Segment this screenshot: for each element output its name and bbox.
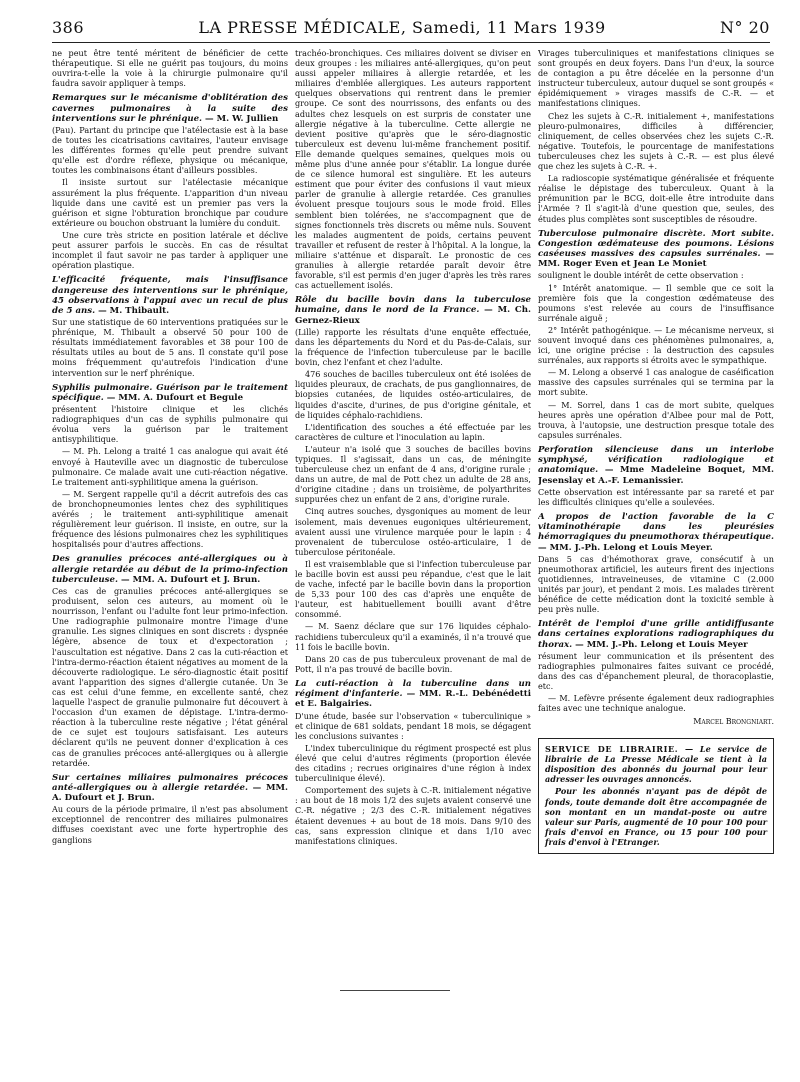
paragraph: L'identification des souches a été effectuée par les caractères de culture et l'inoculation au lapin. (295, 421, 531, 442)
paragraph: — M. Saenz déclare que sur 176 liquides céphalo-rachidiens tuberculeux qu'il a examinés, il n'a trouvé que 11 fois le bacille bovin. (295, 621, 531, 652)
heading-title: La cuti-réaction à la tuberculine dans un régiment d'infanterie. (295, 678, 531, 700)
box-title: SERVICE DE LIBRAIRIE. (545, 743, 679, 754)
page-header (52, 18, 770, 40)
heading-title: Tuberculose pulmonaire discrète. Mort subite. Congestion œdémateuse des poumons. Lésions caséeuses massives des capsules surrénales. (538, 228, 774, 259)
paragraph: Cinq autres souches, dysgoniques au moment de leur isolement, mais devenues eugoniques ultérieurement, avaient aussi une virulence marquée pour le lapin : 4 provenaient de tuberculose ostéo-articulaire, 1 de tuberculose péritonéale. (295, 506, 531, 557)
heading-title: A propos de l'action favorable de la C vitaminothérapie dans les pleurésies hémorragiques du pneumothorax thérapeutique. (538, 511, 774, 543)
heading-author: — MM. A. Dufourt et J. Brun. (120, 574, 261, 585)
paragraph: — M. Sergent rappelle qu'il a décrit autrefois des cas de bronchopneumonies lentes chez des syphilitiques avérés ; le traitement anti-syphilitique amenait régulièrement leur guérison. Il insiste, en outre, sur la fréquence des lésions pulmonaires chez les syphilitiques hospitalisés pour d'autres affections. (52, 488, 288, 550)
paragraph: Une cure très stricte en position latérale et déclive peut assurer parfois le succès. En cas de résultat incomplet il faut savoir ne pas tarder à appliquer une opération plastique. (52, 229, 288, 271)
box-text: — Le service de librairie de La Presse Médicale se tient à la disposition des abonnés du journal pour leur adresser les ouvrages annoncés. (545, 743, 767, 785)
issue-number: N° 20 (720, 18, 770, 37)
section-heading (538, 229, 774, 270)
section-heading (52, 275, 288, 316)
section-heading (52, 93, 288, 124)
section-heading (538, 512, 774, 553)
heading-title: Remarques sur le mécanisme d'oblitération des cavernes pulmonaires à la suite des interventions sur le phrénique. (52, 93, 288, 124)
article-columns (52, 48, 774, 988)
heading-title: Sur certaines miliaires pulmonaires précoces anté-allergiques ou à allergie retardée. (52, 772, 288, 793)
column-3 (538, 48, 774, 988)
section-heading (52, 383, 288, 403)
heading-author: — MM. A. Dufourt et Begule (106, 392, 244, 403)
heading-author: — MM. J.-Ph. Lelong et Louis Meyer. (538, 542, 713, 553)
paragraph: Cette observation est intéressante par sa rareté et par les difficultés cliniques qu'elle a soulevées. (538, 486, 774, 507)
paragraph: présentent l'histoire clinique et les clichés radiographiques d'un cas de syphilis pulmonaire qui évolua vers la guérison par le traitement antisyphilitique. (52, 404, 288, 445)
paragraph: Il insiste surtout sur l'atélectasie mécanique assurément la plus fréquente. L'apparition d'un niveau liquide dans une cavité est un premier pas vers la guérison et signe l'obturation bronchique par coudure extérieure ou bouchon obstruant la lumière du conduit. (52, 177, 288, 228)
paragraph: Comportement des sujets à C.-R. initialement négative : au bout de 18 mois 1/2 des sujets avaient conservé une C.-R. négative ; 2/3 des C.-R. initialement négatives étaient devenues + au bout de 18 mois. Dans 9/10 des cas, sans expression clinique et dans 1/10 avec manifestations cliniques. (295, 785, 531, 846)
heading-author: — MM. Roger Even et Jean Le Moniet (538, 249, 774, 270)
paragraph: Virages tuberculiniques et manifestations cliniques se sont groupés en deux foyers. Dans l'un d'eux, la source de contagion a pu être décelée en la personne d'un instructeur tuberculeux, autour duquel se sont groupés « épidémiquement » virages massifs de C.-R. — et manifestations cliniques. (538, 48, 774, 109)
paragraph: — M. Lefèvre présente également deux radiographies faites avec une technique analogue. (538, 693, 774, 714)
heading-author: — MM. R.-L. Debénédetti et E. Balgairies. (295, 689, 531, 710)
paragraph: — M. Ph. Lelong a traité 1 cas analogue qui avait été envoyé à Hauteville avec un diagnostic de tuberculose pulmonaire. Ce malade avait une cuti-réaction négative. Le traitement anti-syphilitique amena la guérison. (52, 446, 288, 487)
footer-rule (340, 990, 450, 991)
paragraph: Au cours de la période primaire, il n'est pas absolument exceptionnel de rencontrer des miliaires pulmonaires diffuses coexistant avec une forte hypertrophie des ganglions (52, 804, 288, 845)
box-text-2: Pour les abonnés n'ayant pas de dépôt de fonds, toute demande doit être accompagnée de son montant en un mandat-poste ou autre valeur sur Paris, augmenté de 10 pour 100 pour frais d'envoi en France, ou 15 pour 100 pour frais d'envoi à l'Etranger. (545, 786, 767, 848)
issue-date: Samedi, 11 Mars 1939 (412, 18, 606, 37)
heading-author: — MM. J.-Ph. Lelong et Louis Meyer (575, 639, 748, 650)
journal-date-line (198, 18, 605, 37)
author-signature: Marcel Brongniart. (693, 717, 774, 727)
paragraph: — M. Sorrel, dans 1 cas de mort subite, quelques heures après une opération d'Albee pour mal de Pott, trouva, à l'autopsie, une destruction presque totale des capsules surrénales. (538, 399, 774, 440)
section-heading (538, 619, 774, 650)
heading-author: — M. W. Jullien (205, 113, 279, 124)
paragraph: Il est vraisemblable que si l'infection tuberculeuse par le bacille bovin est aussi peu répandue, c'est que le lait de vache, infecté par le bacille bovin dans la proportion de 5,33 pour 100 des cas d'après une enquête de l'auteur, est habituellement bouilli avant d'être consommé. (295, 558, 531, 620)
section-heading (52, 554, 288, 585)
column-1 (52, 48, 288, 988)
section-heading (538, 445, 774, 486)
paragraph: soulignent le double intérêt de cette observation : (538, 270, 744, 281)
paragraph: Sur une statistique de 60 interventions pratiquées sur le phrénique, M. Thibault a observé 50 pour 100 de résultats immédiatement favorables et 38 pour 100 de résultats utiles au bout de 5 ans. Il constate qu'il pose moins fréquemment qu'autrefois l'indication d'une intervention sur le nerf phrénique. (52, 317, 288, 378)
heading-author: — MM. A. Dufourt et J. Brun. (52, 782, 288, 804)
header-rule (52, 42, 770, 43)
paragraph: (Pau). Partant du principe que l'atélectasie est à la base de toutes les cicatrisations cavitaires, l'auteur envisage les différentes formes qu'elle peut prendre suivant qu'elle est d'ordre réflexe, physique ou mécanique, toutes les combinaisons étant d'ailleurs possibles. (52, 124, 288, 176)
section-heading (295, 295, 531, 326)
heading-title: Des granulies précoces anté-allergiques ou à allergie retardée au début de la primo-infection tuberculeuse. (52, 554, 288, 585)
paragraph: Dans 5 cas d'hémothorax grave, consécutif à un pneumothorax artificiel, les auteurs firent des injections quotidiennes, intraveineuses, de vitamine C (2.000 unités par jour), et pendant 2 mois. Les malades tirèrent bénéfice de cette médication dont la toxicité semble à peu près nulle. (538, 553, 774, 615)
paragraph: Dans 20 cas de pus tuberculeux provenant de mal de Pott, il n'a pas trouvé de bacille bovin. (295, 653, 531, 674)
section-heading (295, 679, 531, 710)
journal-name: LA PRESSE MÉDICALE, (198, 18, 407, 37)
heading-title: Perforation silencieuse dans un interlobe symphysé, vérification radiologique et anatomique. (538, 444, 774, 476)
library-service-box (538, 738, 774, 854)
paragraph: (Lille) rapporte les résultats d'une enquête effectuée, dans les départements du Nord et du Pas-de-Calais, sur la fréquence de l'infection tuberculeuse par le bacille bovin, chez l'enfant et chez l'adulte. (295, 326, 531, 368)
heading-author: — Mme Madeleine Boquet, MM. Jesenslay et A.-F. Lemanissier. (538, 465, 774, 486)
paragraph: 1° Intérêt anatomique. — Il semble que ce soit la première fois que la congestion œdémateuse des poumons s'est relevée au cours de l'insuffisance surrénale aiguë ; (538, 282, 774, 323)
column-2 (295, 48, 531, 988)
paragraph: Ces cas de granulies précoces anté-allergiques se produisent, selon ces auteurs, au moment où le nourrisson, l'enfant ou l'adulte font leur primo-infection. Une radiographie pulmonaire montre l'image d'une granulie. Les signes cliniques en sont discrets : dyspnée légère, absence de toux et d'expectoration ; l'auscultation est négative. Dans 2 cas la cuti-réaction et l'intra-dermo-réaction étaient négatives au moment de la découverte radiologique. Le séro-diagnostic était positif avant l'apparition des signes d'allergie cutanée. Un 3e cas est celui d'une femme, en excellente santé, chez laquelle l'aspect de granulie pulmonaire fut découvert à l'occasion d'un examen de dépistage. L'intra-dermo-réaction à la tuberculine reste négative ; l'état général de ce sujet est toujours satisfaisant. Les auteurs déclarent qu'ils ne peuvent donner d'explication à ces cas de granulies précoces anté-allergiques ou à allergie retardée. (52, 586, 288, 768)
paragraph: 2° Intérêt pathogénique. — Le mécanisme nerveux, si souvent invoqué dans ces phénomènes pulmonaires, a, ici, une origine précise : la destruction des capsules surrénales, aux rapports si étroits avec le sympathique. (538, 324, 774, 366)
paragraph: La radioscopie systématique généralisée et fréquente réalise le dépistage des tuberculeux. Quant à la prémunition par le BCG, doit-elle être introduite dans l'Armée ? Il s'agit-là d'une question que, seules, des études plus complètes sont susceptibles de résoudre. (538, 173, 774, 224)
heading-title: Intérêt de l'emploi d'une grille antidiffusante dans certaines explorations radiographiques du thorax. (538, 619, 774, 650)
paragraph: Chez les sujets à C.-R. initialement +, manifestations pleuro-pulmonaires, difficiles à différencier, cliniquement, de celles observées chez les sujets C.-R. négative. Toutefois, le pourcentage de manifestations tuberculeuses chez les sujets à C.-R. — est plus élevé que chez les sujets à C.-R. +. (538, 110, 774, 172)
paragraph: ne peut être tenté méritent de bénéficier de cette thérapeutique. Si elle ne guérit pas toujours, du moins ouvrira-t-elle la voie à la chirurgie pulmonaire qu'il faudra savoir appliquer à temps. (52, 48, 288, 89)
paragraph: — M. Lelong a observé 1 cas analogue de caséification massive des capsules surrénales qui se termina par la mort subite. (538, 367, 774, 398)
heading-title: L'efficacité fréquente, mais l'insuffisance dangereuse des interventions sur le phrénique, 45 observations à l'appui avec un recul de plus de 5 ans. (52, 275, 288, 316)
paragraph: 476 souches de bacilles tuberculeux ont été isolées de liquides pleuraux, de crachats, de pus ganglionnaires, de biopsies cutanées, de liquides ostéo-articulaires, de liquides d'ascite, d'urines, de pus d'origine génitale, et de liquides céphalo-rachidiens. (295, 369, 531, 420)
paragraph: D'une étude, basée sur l'observation « tuberculinique » et clinique de 681 soldats, pendant 18 mois, se dégagent les conclusions suivantes : (295, 710, 531, 741)
heading-author: — M. Thibault. (98, 305, 170, 316)
heading-author: — M. Ch. Gernez-Rieux (295, 305, 531, 326)
paragraph: résument leur communication et ils présentent des radiographies pulmonaires faites suivant ce procédé, dans des cas d'épanchement pleural, de thoracoplastie, etc. (538, 650, 774, 692)
heading-title: Rôle du bacille bovin dans la tuberculose humaine, dans le nord de la France. (295, 295, 531, 316)
paragraph: L'index tuberculinique du régiment prospecté est plus élevé que celui d'autres régiments (proportion élevée des citadins ; recrues originaires d'une région à index tuberculinique élevé). (295, 742, 531, 784)
paragraph: L'auteur n'a isolé que 3 souches de bacilles bovins typiques. Il s'agissait, dans un cas, de méningite tuberculeuse chez un enfant de 4 ans, d'origine rurale ; dans un autre, de mal de Pott chez un adulte de 28 ans, d'origine citadine ; dans un troisième, de polyarthrites suppurées chez un enfant de 2 ans, d'origine rurale. (295, 443, 531, 505)
heading-title: Syphilis pulmonaire. Guérison par le traitement spécifique. (52, 382, 288, 403)
paragraph: trachéo-bronchiques. Ces miliaires doivent se diviser en deux groupes : les miliaires anté-allergiques, qu'on peut aussi appeler miliaires à allergie retardée, et les miliaires d'emblée allergiques. Les auteurs rapportent quelques observations qui rentrent dans le premier groupe. Ce sont des nourrissons, des enfants ou des adultes chez lesquels on est surpris de constater une allergie négative à la tuberculine. Cette allergie ne devient positive qu'après que le séro-diagnostic tuberculeux est devenu lui-même franchement positif. Elle demande quelques semaines, quelques mois ou même plus d'une année pour s'établir. La longue durée de ce silence humoral est singulière. Et les auteurs estiment que pour éviter des confusions il vaut mieux parler de granulie à allergie retardée. Ces granulies évoluent presque toujours sous le mode froid. Elles semblent bien tolérées, ne s'accompagnent que de signes fonctionnels très discrets ou même nuls. Souvent les malades augmentent de poids, certains peuvent travailler et refusent de rester à l'hôpital. A la longue, la miliaire s'atténue et disparaît. Le pronostic de ces granulies à allergie retardée paraît devoir être favorable, s'il est permis d'en juger d'après les très rares cas actuellement isolés. (295, 48, 531, 291)
section-heading (52, 773, 288, 804)
page-number: 386 (52, 18, 85, 37)
